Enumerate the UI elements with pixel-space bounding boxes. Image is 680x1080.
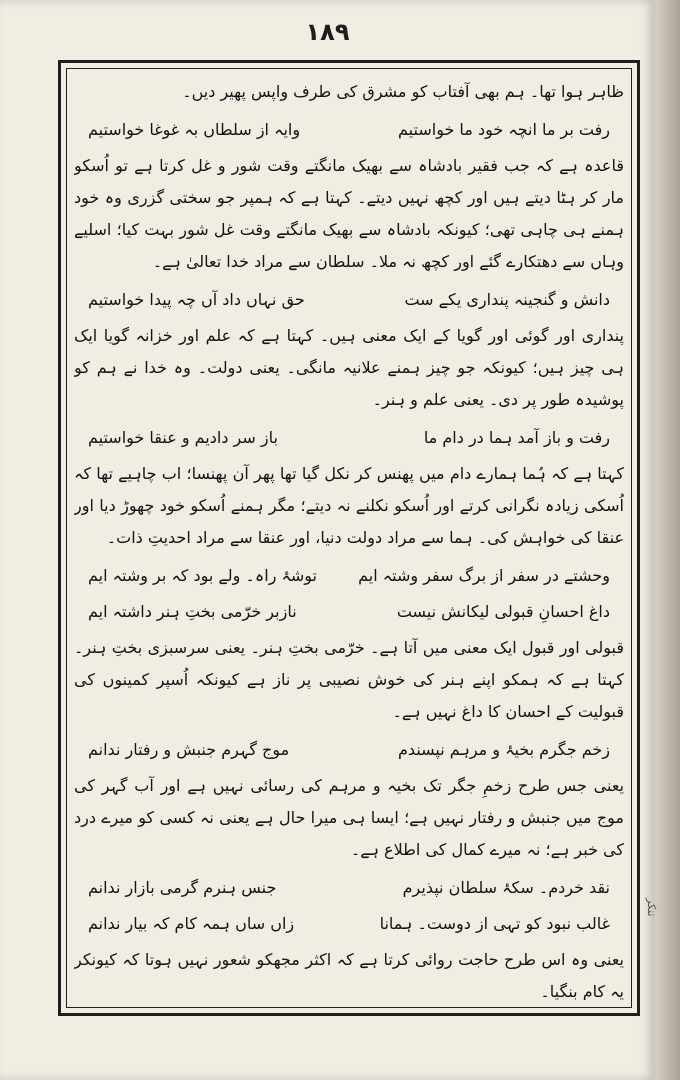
verse-second-hemistich: جنس ہنرم گرمی بازار ندانم bbox=[88, 878, 277, 897]
prose-paragraph: ظاہر ہوا تھا۔ ہم بھی آفتاب کو مشرق کی طرف واپس پھیر دیں۔ bbox=[182, 82, 624, 101]
verse-second-hemistich: باز سر دادیم و عنقا خواستیم bbox=[88, 428, 278, 447]
verse-first-hemistich: زخم جگرم بخیۂ و مرہم نپسندم bbox=[398, 740, 610, 759]
verse-second-hemistich: وایہ از سلطاں بہ غوغا خواستیم bbox=[88, 120, 301, 139]
prose-paragraph: کہتا ہے کہ ہُما ہمارے دام میں پھنس کر نکل گیا تھا پھر آن پھنسا؛ اب چاہیے تھا کہ اُسکی زیادہ نگرانی کرتے اور اُسکو نکلنے نہ دیتے؛ مگر ہمنے اُسکو خود چھوڑ دیا اور عنقا کی خواہش کی۔ ہما سے مراد دولت دنیا، اور عنقا سے مراد احدیتِ ذات۔ bbox=[74, 464, 624, 547]
verse-first-hemistich: نقد خردم۔ سکۂ سلطان نپذیرم bbox=[402, 878, 610, 897]
verse-first-hemistich: رفت و باز آمد ہما در دام ما bbox=[423, 428, 610, 447]
verse-second-hemistich: توشۂ راہ۔ ولے بود کہ بر وشتہ ایم bbox=[88, 566, 317, 585]
verse-first-hemistich: وحشتے در سفر از برگ سفر وشتہ ایم bbox=[358, 566, 610, 585]
verse-couplet bbox=[88, 114, 610, 146]
verse-couplet bbox=[88, 596, 610, 628]
verse-second-hemistich: نازبر خرّمی بختِ ہنر داشتہ ایم bbox=[88, 602, 297, 621]
verse-couplet bbox=[88, 872, 610, 904]
prose-paragraph: یعنی وہ اس طرح حاجت روائی کرتا ہے کہ اکثر مجھکو شعور نہیں ہوتا کہ کیونکر یہ کام بنگیا۔ bbox=[74, 950, 624, 1000]
prose-paragraph: قاعدہ ہے کہ جب فقیر بادشاہ سے بھیک مانگتے وقت شور و غل کرتا ہے تو اُسکو مار کر ہٹا دیتے ہیں اور کچھ نہیں دیتے۔ کہتا ہے کہ ہمپر جو سختی گزری وہ خود ہمنے ہی چاہی تھی؛ کیونکہ بادشاہ سے بھیک مانگتے وقت غل شور بہت کیا؛ اسلیے وہاں سے دھتکارے گئے اور کچھ نہ ملا۔ سلطان سے مراد خدا تعالیٰ ہے۔ bbox=[74, 156, 624, 271]
verse-couplet bbox=[88, 560, 610, 592]
verse-couplet bbox=[88, 734, 610, 766]
verse-first-hemistich: داغ احسانِ قبولی لیکانش نیست bbox=[396, 602, 610, 621]
verse-couplet bbox=[88, 422, 610, 454]
verse-first-hemistich: غالب نبود کو تہی از دوست۔ ہمانا bbox=[379, 914, 610, 933]
main-text bbox=[74, 76, 624, 1000]
page-number: ۱۸۹ bbox=[305, 18, 350, 46]
verse-second-hemistich: موج گہرم جنبش و رفتار ندانم bbox=[88, 740, 290, 759]
margin-catchword: تنکر bbox=[645, 898, 658, 917]
prose-paragraph: یعنی جس طرح زخمِ جگر تک بخیہ و مرہم کی رسائی نہیں ہے اور آب گہر کی موج میں جنبش و رفتار نہیں ہے؛ ایسا ہی میرا حال ہے یعنی نہ کسی کو میرے درد کی خبر ہے؛ نہ میرے کمال کی اطلاع ہے۔ bbox=[74, 776, 624, 859]
verse-couplet bbox=[88, 908, 610, 940]
prose-paragraph: پنداری اور گوئی اور گویا کے ایک معنی ہیں۔ کہتا ہے کہ علم اور خزانہ گویا ایک ہی چیز ہیں؛ کیونکہ جو چیز ہمنے علانیہ مانگی۔ یعنی دولت۔ وہ خدا نے ہم کو پوشیدہ طور پر دی۔ یعنی علم و ہنر۔ bbox=[74, 326, 624, 409]
verse-first-hemistich: دانش و گنجینہ پنداری یکے ست bbox=[404, 290, 610, 309]
verse-couplet bbox=[88, 284, 610, 316]
verse-first-hemistich: رفت بر ما انچہ خود ما خواستیم bbox=[398, 120, 610, 139]
verse-second-hemistich: زاں ساں ہمہ کام کہ بیار ندانم bbox=[88, 914, 295, 933]
prose-paragraph: قبولی اور قبول ایک معنی میں آتا ہے۔ خرّمی بختِ ہنر۔ یعنی سرسبزی بختِ ہنر۔ کہتا ہے کہ ہمکو اپنے ہنر کی خوش نصیبی پر ناز ہے کیونکہ اُسپر کمینوں کی قبولیت کے احسان کا داغ نہیں ہے۔ bbox=[74, 638, 624, 721]
verse-second-hemistich: حق نہاں داد آں چہ پیدا خواستیم bbox=[88, 290, 305, 309]
